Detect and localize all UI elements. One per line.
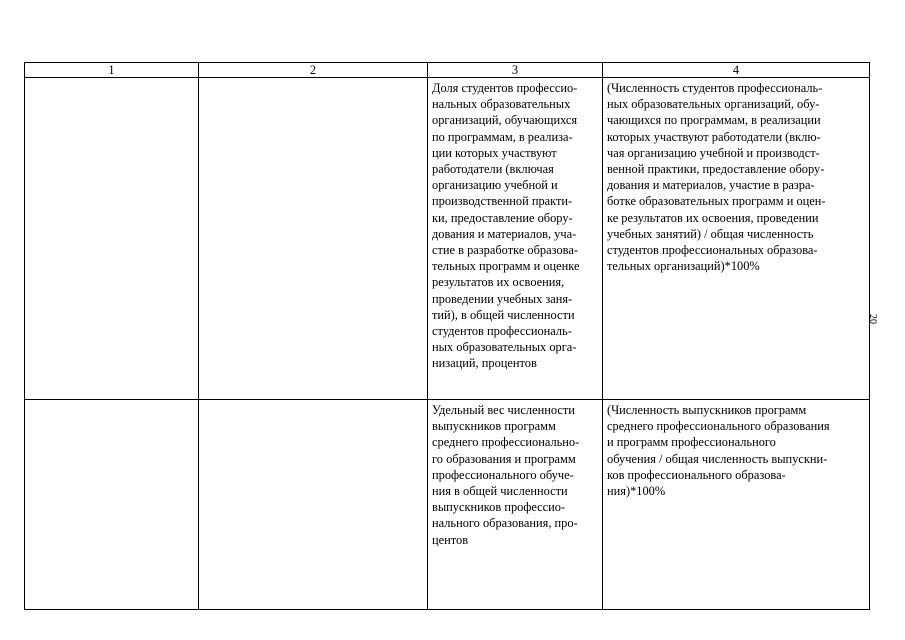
text-line: чающихся по программам, в реализации xyxy=(607,113,821,128)
text-line: и программ профессионального xyxy=(607,435,776,450)
column-header-4: 4 xyxy=(603,63,870,78)
text-line: ки, предоставление обору- xyxy=(432,210,573,225)
column-header-2: 2 xyxy=(199,63,428,78)
text-line: ботке образовательных программ и оцен- xyxy=(607,194,826,209)
text-line: (Численность студентов профессиональ- xyxy=(607,81,823,95)
table-row xyxy=(25,400,870,610)
text-line: среднего профессионально- xyxy=(432,435,580,450)
text-line: ных образовательных организаций, обу- xyxy=(607,97,820,112)
text-line: выпускников программ xyxy=(432,419,556,434)
text-line: ния)*100% xyxy=(607,484,666,499)
text-line: студентов профессиональных образова- xyxy=(607,243,818,258)
indicator-name-cell xyxy=(428,400,603,610)
text-line: тельных программ и оценке xyxy=(432,259,580,274)
text-line: среднего профессионального образования xyxy=(607,419,830,434)
text-line: Удельный вес численности xyxy=(432,403,575,417)
text-line: которых участвуют работодатели (вклю- xyxy=(607,129,821,144)
formula-text xyxy=(603,400,869,499)
text-line: ции которых участвуют xyxy=(432,145,557,160)
text-line: тельных организаций)*100% xyxy=(607,259,760,274)
text-line: организацию учебной и xyxy=(432,178,558,193)
text-line: низаций, процентов xyxy=(432,356,537,371)
indicator-name-text xyxy=(428,400,602,548)
text-line: по программам, в реализа- xyxy=(432,129,573,144)
text-line: ков профессионального образова- xyxy=(607,467,786,482)
text-line: организаций, обучающихся xyxy=(432,113,578,128)
text-line: ния в общей численности xyxy=(432,484,568,499)
table-row xyxy=(25,78,870,400)
text-line: результатов их освоения, xyxy=(432,275,565,290)
text-line: чая организацию учебной и производст- xyxy=(607,145,820,160)
column-header-3: 3 xyxy=(428,63,603,78)
formula-text xyxy=(603,78,869,274)
indicator-table xyxy=(24,62,870,610)
indicator-name-text xyxy=(428,78,602,372)
text-line: проведении учебных заня- xyxy=(432,291,573,306)
text-line: (Численность выпускников программ xyxy=(607,403,807,417)
table-header-row xyxy=(25,63,870,78)
text-line: профессионального обуче- xyxy=(432,467,574,482)
text-line: ке результатов их освоения, проведении xyxy=(607,210,819,225)
cell-col2 xyxy=(199,400,428,610)
text-line: нального образования, про- xyxy=(432,516,578,531)
cell-col2 xyxy=(199,78,428,400)
formula-cell xyxy=(603,78,870,400)
text-line: стие в разработке образова- xyxy=(432,243,578,258)
text-line: работодатели (включая xyxy=(432,162,554,177)
cell-col1 xyxy=(25,78,199,400)
cell-col1 xyxy=(25,400,199,610)
text-line: обучения / общая численность выпускни- xyxy=(607,451,828,466)
page-number: 20 xyxy=(867,314,878,324)
text-line: венной практики, предоставление обору- xyxy=(607,162,825,177)
text-line: ных образовательных орга- xyxy=(432,340,577,355)
text-line: студентов профессиональ- xyxy=(432,324,572,339)
text-line: го образования и программ xyxy=(432,451,576,466)
indicator-name-cell xyxy=(428,78,603,400)
text-line: дования и материалов, уча- xyxy=(432,226,577,241)
text-line: выпускников профессио- xyxy=(432,500,566,515)
text-line: Доля студентов профессио- xyxy=(432,81,578,95)
text-line: дования и материалов, участие в разра- xyxy=(607,178,815,193)
text-line: нальных образовательных xyxy=(432,97,571,112)
text-line: тий), в общей численности xyxy=(432,307,575,322)
column-header-1: 1 xyxy=(25,63,199,78)
text-line: учебных занятий) / общая численность xyxy=(607,226,814,241)
formula-cell xyxy=(603,400,870,610)
text-line: производственной практи- xyxy=(432,194,573,209)
text-line: центов xyxy=(432,532,469,547)
